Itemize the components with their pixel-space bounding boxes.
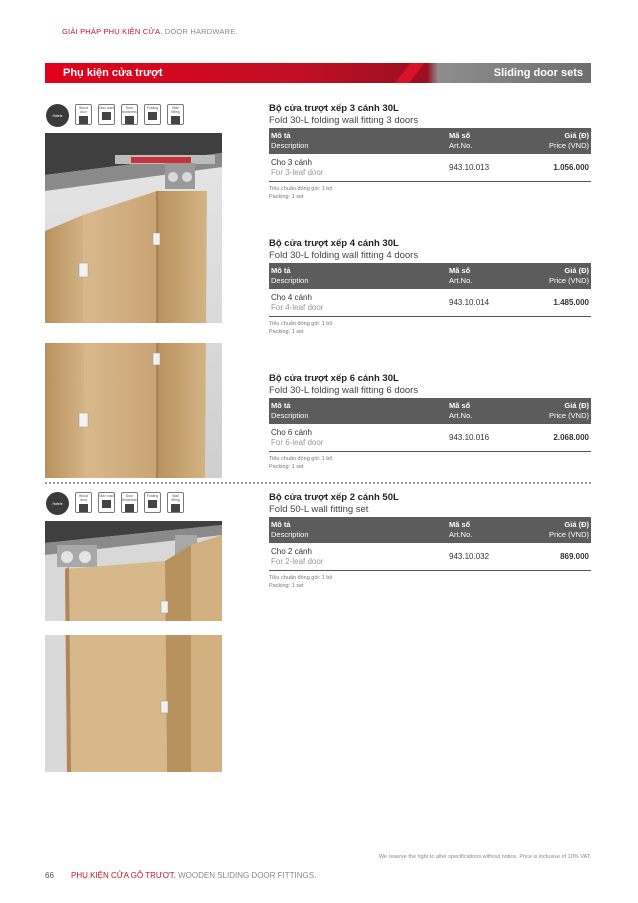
feature-icons-row-2 <box>46 492 184 515</box>
product-block-4 <box>269 492 591 590</box>
price-table <box>269 517 591 571</box>
col-description: Mô tả Description <box>269 398 447 424</box>
folding-door-illustration <box>45 521 222 772</box>
product-photo-fold-50l <box>45 521 222 772</box>
col-art-no: Mã số Art.No. <box>447 263 521 289</box>
icon-label: Wood door <box>78 494 89 502</box>
category-banner <box>45 63 591 83</box>
weight-icon <box>98 492 115 513</box>
icon-label: Hafele <box>52 501 63 506</box>
product-title-en: Fold 30-L folding wall fitting 6 doors <box>269 385 419 396</box>
row-art-no: 943.10.013 <box>447 154 521 182</box>
icon-label: Folding <box>146 494 159 498</box>
product-title-en: Fold 30-L folding wall fitting 4 doors <box>269 250 419 261</box>
row-art-no: 943.10.016 <box>447 424 521 452</box>
breadcrumb-vi: GIẢI PHÁP PHỤ KIỆN CỬA. <box>62 27 163 36</box>
row-price: 2.068.000 <box>521 424 591 452</box>
icon-label: Wall fitting <box>171 106 180 114</box>
product-title-vi: Bộ cửa trượt xếp 4 cánh 30L <box>269 238 399 249</box>
table-header-row <box>269 263 591 289</box>
footer-title-en: WOODEN SLIDING DOOR FITTINGS. <box>178 871 317 880</box>
brand-seal-icon <box>46 104 69 127</box>
page-number: 66 <box>45 871 54 880</box>
footer-title-vi: PHỤ KIỆN CỬA GỖ TRƯỢT. <box>71 871 176 880</box>
table-row <box>269 289 591 317</box>
feature-icons-row-1 <box>46 104 184 127</box>
row-price: 1.056.000 <box>521 154 591 182</box>
col-price: Giá (Đ) Price (VND) <box>521 263 591 289</box>
wood-door-icon <box>75 492 92 513</box>
table-row <box>269 424 591 452</box>
product-title-en: Fold 50-L wall fitting set <box>269 504 369 515</box>
banner-title-vi: Phụ kiện cửa trượt <box>63 67 163 79</box>
icon-label: Wall fitting <box>171 494 180 502</box>
icon-label: Hafele <box>52 113 63 118</box>
row-art-no: 943.10.032 <box>447 543 521 571</box>
brand-seal-icon <box>46 492 69 515</box>
section-divider <box>45 482 591 484</box>
product-block-3 <box>269 373 591 471</box>
price-table <box>269 398 591 452</box>
folding-icon <box>144 492 161 513</box>
table-row <box>269 543 591 571</box>
product-title-vi: Bộ cửa trượt xếp 2 cánh 50L <box>269 492 399 503</box>
col-description: Mô tả Description <box>269 517 447 543</box>
col-price: Giá (Đ) Price (VND) <box>521 517 591 543</box>
icon-label: Folding <box>146 106 159 110</box>
banner-title-en: Sliding door sets <box>493 67 583 79</box>
wall-fitting-icon <box>167 492 184 513</box>
price-table <box>269 128 591 182</box>
col-art-no: Mã số Art.No. <box>447 398 521 424</box>
price-table <box>269 263 591 317</box>
row-description: Cho 6 cánh For 6-leaf door <box>269 424 447 452</box>
product-title-en: Fold 30-L folding wall fitting 3 doors <box>269 115 419 126</box>
product-title-vi: Bộ cửa trượt xếp 3 cánh 30L <box>269 103 399 114</box>
product-block-2 <box>269 238 591 336</box>
icon-label: Max load <box>99 106 114 110</box>
col-art-no: Mã số Art.No. <box>447 128 521 154</box>
row-description: Cho 4 cánh For 4-leaf door <box>269 289 447 317</box>
thickness-icon <box>121 492 138 513</box>
wood-door-icon <box>75 104 92 125</box>
row-price: 1.485.000 <box>521 289 591 317</box>
col-art-no: Mã số Art.No. <box>447 517 521 543</box>
packing-note: Tiêu chuẩn đóng gói: 1 bộ Packing: 1 set <box>269 456 333 470</box>
packing-note: Tiêu chuẩn đóng gói: 1 bộ Packing: 1 set <box>269 575 333 589</box>
row-description: Cho 3 cánh For 3-leaf door <box>269 154 447 182</box>
footer-section-title <box>71 871 316 880</box>
product-title-vi: Bộ cửa trượt xếp 6 cánh 30L <box>269 373 399 384</box>
icon-label: Max load <box>99 494 114 498</box>
folding-door-illustration <box>45 133 222 478</box>
folding-icon <box>144 104 161 125</box>
row-description: Cho 2 cánh For 2-leaf door <box>269 543 447 571</box>
table-header-row <box>269 517 591 543</box>
table-header-row <box>269 128 591 154</box>
col-price: Giá (Đ) Price (VND) <box>521 398 591 424</box>
thickness-icon <box>121 104 138 125</box>
wall-fitting-icon <box>167 104 184 125</box>
row-price: 869.000 <box>521 543 591 571</box>
icon-label: Door thickness <box>122 106 137 114</box>
col-description: Mô tả Description <box>269 128 447 154</box>
icon-label: Door thickness <box>122 494 137 502</box>
table-row <box>269 154 591 182</box>
breadcrumb-en: DOOR HARDWARE. <box>164 27 238 36</box>
section-breadcrumb <box>62 27 238 36</box>
col-price: Giá (Đ) Price (VND) <box>521 128 591 154</box>
packing-note: Tiêu chuẩn đóng gói: 1 bộ Packing: 1 set <box>269 186 333 200</box>
price-disclaimer: We reserve the right to alter specifications without notice. Price is inclusive of 10% VAT. <box>378 854 591 860</box>
col-description: Mô tả Description <box>269 263 447 289</box>
product-photo-fold-30l <box>45 133 222 478</box>
product-block-1 <box>269 103 591 201</box>
table-header-row <box>269 398 591 424</box>
packing-note: Tiêu chuẩn đóng gói: 1 bộ Packing: 1 set <box>269 321 333 335</box>
weight-icon <box>98 104 115 125</box>
icon-label: Wood door <box>78 106 89 114</box>
banner-divider <box>390 63 427 83</box>
row-art-no: 943.10.014 <box>447 289 521 317</box>
